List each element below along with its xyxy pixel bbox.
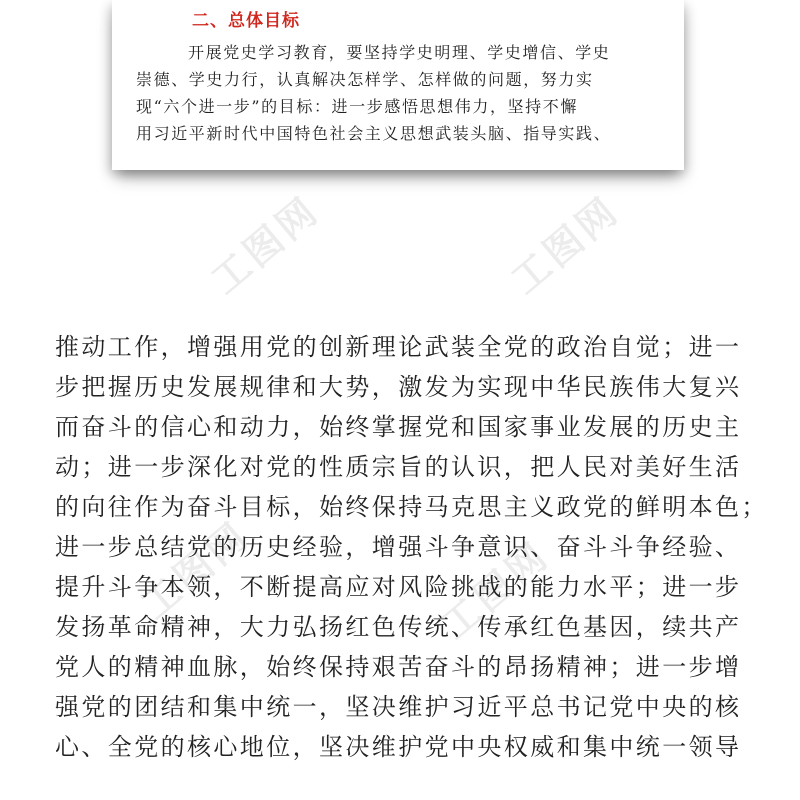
card-paragraph	[136, 39, 666, 147]
body-text-line: 心、全党的核心地位，坚决维护党中央权威和集中统一领导	[55, 733, 742, 761]
card-text-line: 用习近平新时代中国特色社会主义思想武装头脑、指导实践、	[136, 124, 612, 143]
watermark: 工图网	[432, 532, 558, 648]
body-text-line: 步把握历史发展规律和大势，激发为实现中华民族伟大复兴	[55, 373, 742, 401]
body-text-line: 强党的团结和集中统一，坚决维护习近平总书记党中央的核	[55, 693, 742, 721]
body-paragraph	[55, 327, 768, 767]
watermark: 工图网	[132, 512, 258, 628]
body-text-line: 提升斗争本领，不断提高应对风险挑战的能力水平；进一步	[55, 573, 742, 601]
body-text-line: 推动工作，增强用党的创新理论武装全党的政治自觉；进一	[55, 333, 742, 361]
watermark: 工图网	[502, 187, 628, 303]
card-text-line: 崇德、学史力行，认真解决怎样学、怎样做的问题，努力实	[136, 70, 594, 89]
body-text-line: 党人的精神血脉，始终保持艰苦奋斗的昂扬精神；进一步增	[55, 653, 742, 681]
body-text-line: 的向往作为奋斗目标，始终保持马克思主义政党的鲜明本色；	[55, 493, 768, 521]
section-heading: 二、总体目标	[192, 11, 300, 31]
card-text-line: 开展党史学习教育，要坚持学史明理、学史增信、学史	[188, 43, 611, 62]
document-page-card	[112, 0, 684, 170]
body-text-line: 动；进一步深化对党的性质宗旨的认识，把人民对美好生活	[55, 453, 742, 481]
body-text-line: 而奋斗的信心和动力，始终掌握党和国家事业发展的历史主	[55, 413, 742, 441]
watermark: 工图网	[202, 187, 328, 303]
card-text-line: 现“六个进一步”的目标：进一步感悟思想伟力，坚持不懈	[136, 97, 578, 116]
body-text-line: 进一步总结党的历史经验，增强斗争意识、奋斗斗争经验、	[55, 533, 742, 561]
body-text-line: 发扬革命精神，大力弘扬红色传统、传承红色基因，续共产	[55, 613, 742, 641]
